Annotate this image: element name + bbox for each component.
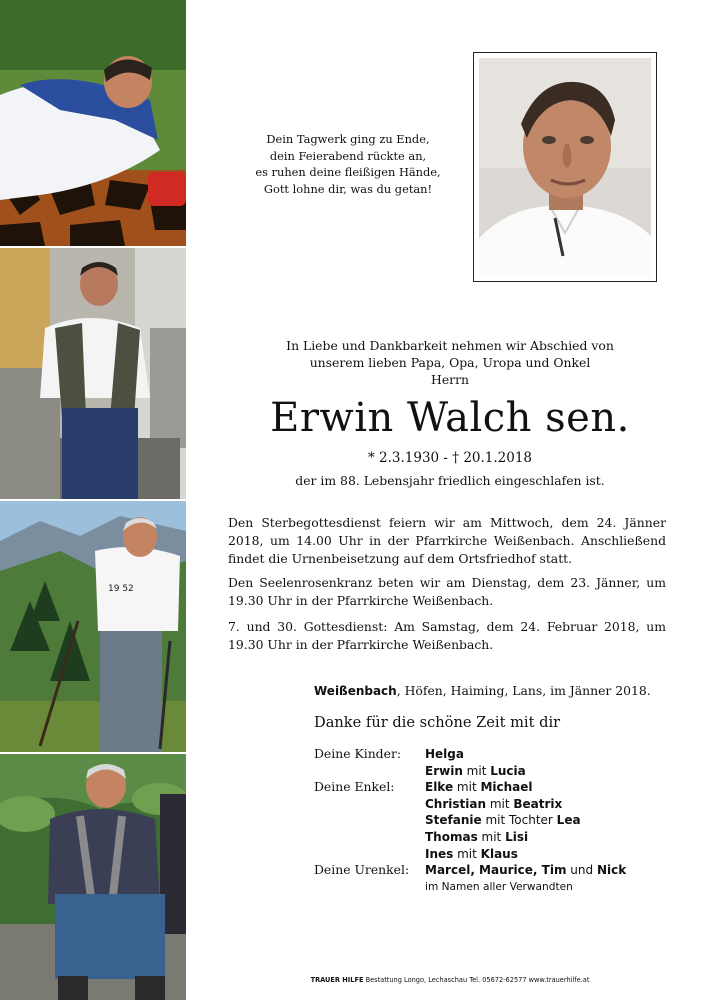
family-name: Beatrix [513,796,563,811]
footer-brand: TRAUER HILFE [310,976,364,984]
place-town: Weißenbach [314,684,397,698]
family-row [314,763,694,780]
intro-line: Herrn [431,372,469,387]
family-row [314,862,694,879]
family-name: Lisi [505,829,529,844]
family-name: Klaus [480,846,518,861]
connector: mit [462,763,491,778]
connector: mit [486,796,514,811]
age-line: der im 88. Lebensjahr friedlich eingeschlafen ist. [295,473,605,488]
family-row [314,812,694,829]
photo-column [0,0,186,1000]
role-label: Deine Kinder: [314,746,402,761]
footer-text: Bestattung Longo, Lechaschau Tel. 05672-62577 www.trauerhilfe.at [363,976,590,984]
family-name: Christian [425,796,487,811]
life-dates: * 2.3.1930 - † 20.1.2018 [367,450,533,466]
poem-line: Gott lohne dir, was du getan! [263,181,433,196]
role-label: Deine Urenkel: [314,862,410,878]
closing-line: im Namen aller Verwandten [425,880,573,893]
role-label: Deine Enkel: [314,779,395,795]
poem-line: es ruhen deine fleißigen Hände, [255,165,441,179]
poem-line: Dein Tagwerk ging zu Ende, [266,132,430,146]
connector: mit [477,829,506,844]
family-name: Michael [480,780,533,795]
photo-sitting-garden [0,754,186,1000]
family-name: Lea [556,813,581,828]
thanks-line: Danke für die schöne Zeit mit dir [314,714,561,731]
family-row [314,746,694,763]
family-list [314,746,694,895]
family-name: Erwin [425,763,463,778]
family-name: Thomas [425,829,478,844]
photo-lying-on-blanket [0,0,186,246]
family-name: Marcel, Maurice, Tim [425,863,567,878]
connector: mit [453,780,481,795]
intro-line: unserem lieben Papa, Opa, Uropa und Onkel [309,355,591,370]
family-name: Nick [596,863,627,878]
family-name: Ines [425,846,454,861]
jersey-text: 19 52 [108,584,134,594]
family-name: Elke [425,780,454,795]
place-date-line [314,682,694,700]
memorial-mass-paragraph: 7. und 30. Gottesdienst: Am Samstag, dem 24. Februar 2018, um 19.30 Uhr in der Pfarrkirche Weißenbach. [228,619,666,652]
family-row [314,829,694,846]
footer [200,976,700,984]
family-row [314,879,694,896]
family-row [314,779,694,796]
rosary-paragraph: Den Seelenrosenkranz beten wir am Dienstag, dem 23. Jänner, um 19.30 Uhr in der Pfarrkirche Weißenbach. [228,575,666,608]
intro-line: In Liebe und Dankbarkeit nehmen wir Abschied von [286,338,614,353]
connector: und [566,863,597,878]
family-name: Stefanie [425,813,482,828]
connector: mit Tochter [481,813,557,828]
family-name: Helga [425,747,464,761]
family-row [314,846,694,863]
photo-standing-vest [0,248,186,499]
family-name: Lucia [490,763,526,778]
poem-line: dein Feierabend rückte an, [269,148,427,163]
portrait-photo [473,52,657,282]
funeral-mass-paragraph: Den Sterbegottesdienst feiern wir am Mittwoch, dem 24. Jänner 2018, um 14.00 Uhr in der Pfarrkirche Weißenbach. Anschließend findet die Urnenbeisetzung auf dem Ortsfriedhof statt. [228,515,666,566]
poem [236,131,460,197]
connector: mit [453,846,481,861]
photo-mountain-hiking [0,501,186,752]
intro-text [200,337,700,388]
deceased-name: Erwin Walch sen. [270,395,630,441]
family-row [314,796,694,813]
place-rest: , Höfen, Haiming, Lans, im Jänner 2018. [396,683,651,698]
